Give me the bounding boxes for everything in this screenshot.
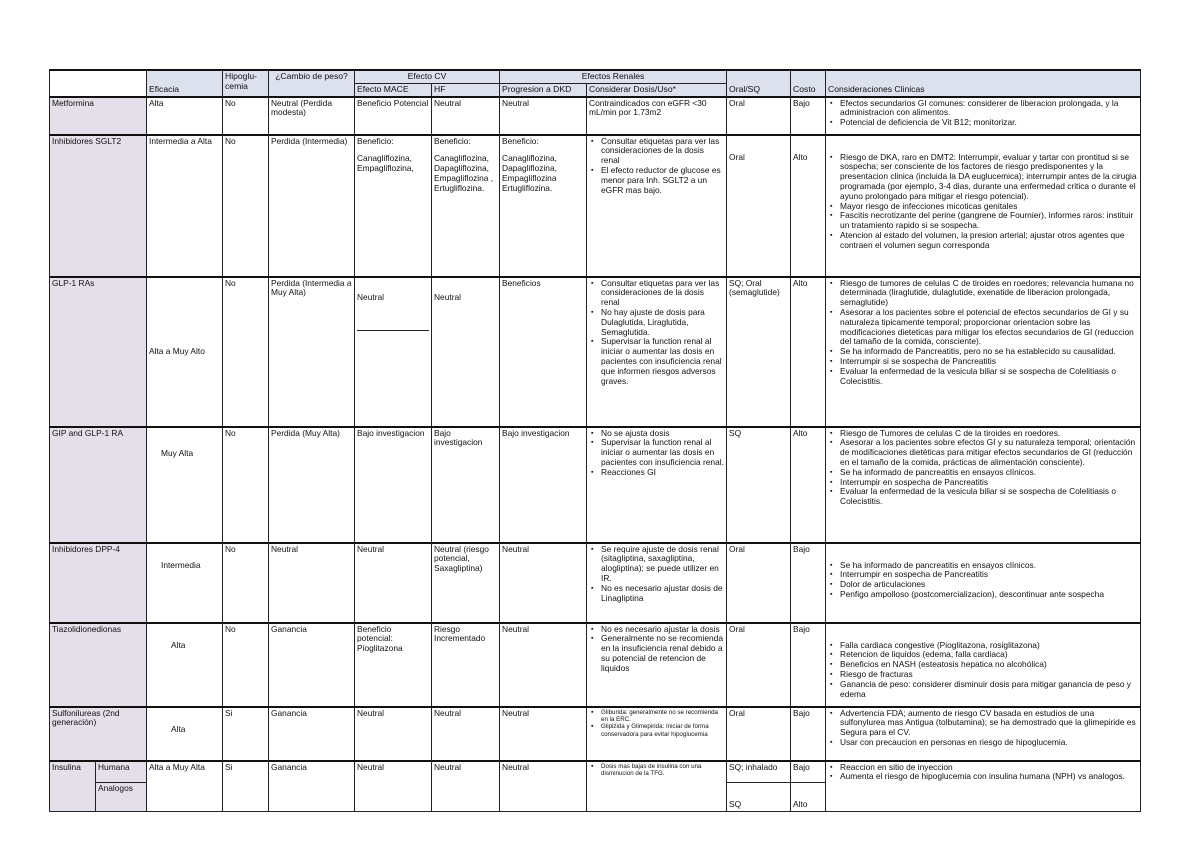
list-item: ▪ Retencion de liquidos (edema, falla cardiaca)	[840, 650, 1138, 660]
costo-cell: Alto	[791, 135, 826, 277]
hf-cell: Neutral	[432, 761, 500, 812]
table-row-dpp4	[50, 543, 1141, 623]
dkd-cell: Neutral	[500, 623, 587, 707]
peso-cell: Ganancia	[269, 761, 355, 812]
hipo-cell: Si	[223, 707, 269, 761]
dosis-cell	[587, 135, 727, 277]
hf-cell	[432, 135, 500, 277]
peso-cell: Neutral (Perdida modesta)	[269, 97, 355, 135]
list-item: ▪ Se ha informado de Pancreatitis, pero no se ha establecido su causalidad.	[840, 347, 1138, 357]
dkd-cell: Neutral	[500, 543, 587, 623]
costo-cell: Alto	[791, 277, 826, 427]
mace-cell	[355, 135, 432, 277]
mace-cell: Beneficio potencial: Pioglitazona	[355, 623, 432, 707]
list-item: ▪ Consultar etiquetas para ver las consideraciones de la dosis renal	[601, 137, 724, 166]
hf-cell: Neutral (riesgo potencial, Saxagliptina)	[432, 543, 500, 623]
list-item: ▪ Potencial de deficiencia de Vit B12; monitorizar.	[840, 118, 1138, 128]
hipo-cell: No	[223, 623, 269, 707]
costo-cell: Bajo	[791, 543, 826, 623]
dkd-cell	[500, 135, 587, 277]
list-item: ▪ No hay ajuste de dosis para Dulaglutida, Liraglutida, Semaglutida.	[601, 308, 724, 337]
list-item: ▪ Interrumpir en sospecha de Pancreatitis	[840, 570, 1138, 580]
eficacia-cell: Alta a Muy Alta	[147, 761, 223, 812]
header-hipoglucemia: Hipoglu-cemia	[223, 70, 269, 97]
list-item: ▪ Supervisar la function renal al iniciar o aumentar las dosis en pacientes con insuficiencia renal que informen riesgos adversos graves.	[601, 337, 724, 386]
dosis-cell	[587, 277, 727, 427]
peso-cell: Ganancia	[269, 707, 355, 761]
header-consideraciones: Consideraciones Clinicas	[826, 70, 1141, 97]
clinicas-cell	[826, 97, 1141, 135]
header-costo: Costo	[791, 70, 826, 97]
list-item: ▪ Asesorar a los pacientes sobre el potencial de efectos secundarios de GI y su naturaleza tipicamente temporal; proporcionar orientacion sobre las modificaciones dieteticas para mitigar los efectos secundarios de GI (reduccion del tamaño de la comida, consciente).	[840, 308, 1138, 347]
list-item: ▪ Reaccion en sitio de inyeccion	[840, 763, 1138, 773]
oral-cell-humana: SQ; inhalado	[727, 761, 791, 783]
drug-name: GIP and GLP-1 RA	[50, 427, 147, 543]
drug-name: Sulfonilureas (2nd generaciòn)	[50, 707, 147, 761]
mace-drugs: Canagliflozina, Empagliflozina,	[357, 153, 414, 174]
list-item: ▪ Aumenta el riesgo de hipoglucemia con insulina humana (NPH) vs analogos.	[840, 772, 1138, 782]
list-item: ▪ Beneficios en NASH (esteatosis hepatica no alcohólica)	[840, 660, 1138, 670]
oral-cell: SQ; Oral (semaglutide)	[727, 277, 791, 427]
costo-cell-analogos: Alto	[791, 782, 826, 811]
list-item: ▪ El efecto reductor de glucose es menor para Inh. SGLT2 a un eGFR mas bajo.	[601, 166, 724, 195]
clinicas-cell	[826, 707, 1141, 761]
list-item: ▪ Interrumpir si se sospecha de Pancreatitis	[840, 357, 1138, 367]
clinicas-cell	[826, 427, 1141, 543]
drug-name: Inhibidores DPP-4	[50, 543, 147, 623]
list-item: ▪ Advertencia FDA; aumento de riesgo CV basada en estudios de una sulfonylurea mas Antigua (tolbutamina); se ha demostrado que la glimepiride es Segura para el CV.	[840, 709, 1138, 738]
table-row-gip-glp1	[50, 427, 1141, 543]
list-item: ▪ Riesgo de Tumores de celulas C de la tiroides en roedores.	[840, 429, 1138, 439]
header-dkd: Progresion a DKD	[500, 83, 587, 96]
eficacia-cell: Alta a Muy Alto	[147, 277, 223, 427]
hipo-cell: No	[223, 427, 269, 543]
table-row-tzd	[50, 623, 1141, 707]
hipo-cell: No	[223, 277, 269, 427]
dkd-cell: Neutral	[500, 707, 587, 761]
hf-cell: Neutral	[432, 707, 500, 761]
list-item: ▪ Generalmente no se recomienda en la insuficiencia renal debido a su potencial de retencion de liquidos	[601, 634, 724, 673]
list-item: ▪ Penfigo ampolloso (postcomercializacion), descontinuar ante sospecha	[840, 590, 1138, 600]
list-item: ▪ Reacciones GI	[601, 468, 724, 478]
list-item: ▪ Dolor de articulaciones	[840, 580, 1138, 590]
peso-cell: Neutral	[269, 543, 355, 623]
dosis-cell	[587, 427, 727, 543]
list-item: ▪ Riesgo de DKA, raro en DMT2: Interrumpir, evaluar y tartar con prontitud si se sospecha; ser consciente de los factores de riesgo predisponentes y la presentacion clinica (incluida la DA euglucemica); interrumpir antes de la cirugia programada (por ejemplo, 3-4 dias, durante una enfermedad critica o durante el ayuno prolongado para mitigar el riesgo potencial).	[840, 153, 1138, 202]
list-item: ▪ Evaluar la enfermedad de la vesicula biliar si se sospecha de Colelitiasis o Colecistitis.	[840, 367, 1138, 387]
list-item: ▪ Supervisar la function renal al iniciar o aumentar las dosis en pacientes con insuficiencia renal.	[601, 438, 724, 467]
eficacia-cell: Alta	[147, 623, 223, 707]
clinicas-cell	[826, 761, 1141, 812]
list-item: ▪ No se ajusta dosis	[601, 429, 724, 439]
mace-cell: Neutral	[355, 277, 432, 427]
oral-cell: Oral	[727, 97, 791, 135]
costo-cell: Bajo	[791, 623, 826, 707]
mace-cell: Beneficio Potencial	[355, 97, 432, 135]
list-item: ▪ Asesorar a los pacientes sobre efectos GI y su naturaleza temporal; orientación de modificaciones dietéticas para mitigar efectos secundarios de GI (reducción en el tamaño de la comida, prácticas de alimentación consciente).	[840, 438, 1138, 467]
mace-cell: Neutral	[355, 761, 432, 812]
list-item: ▪ Riesgo de tumores de celulas C de tiroides en roedores; relevancia humana no determinada (liraglutide, dulaglutide, exenatide de liberacion prolongada, semaglutide)	[840, 279, 1138, 308]
oral-cell: SQ	[727, 427, 791, 543]
list-item: ▪ Se ha informado de pancreatitis en ensayos clínicos.	[840, 561, 1138, 571]
table-row-insulina	[50, 761, 1141, 783]
dkd-cell: Neutral	[500, 97, 587, 135]
drug-name: Inhibidores SGLT2	[50, 135, 147, 277]
dosis-cell	[587, 761, 727, 812]
comparison-table	[49, 69, 1140, 812]
dkd-cell: Neutral	[500, 761, 587, 812]
header-efectos-renales: Efectos Renales	[500, 70, 727, 83]
oral-cell: Oral	[727, 543, 791, 623]
header-hf: HF	[432, 83, 500, 96]
dkd-label: Beneficio:	[502, 135, 539, 146]
dosis-cell	[587, 543, 727, 623]
header-peso: ¿Cambio de peso?	[269, 70, 355, 97]
mace-cell: Neutral	[355, 543, 432, 623]
table-row-sglt2	[50, 135, 1141, 277]
list-item: ▪ Ganancia de peso: considerer disminuir dosis para mitigar ganancia de peso y edema	[840, 680, 1138, 700]
list-item: ▪ Consultar etiquetas para ver las consideraciones de la dosis renal	[601, 279, 724, 308]
eficacia-cell: Alta	[147, 707, 223, 761]
header-row-1	[50, 70, 1141, 83]
hipo-cell: No	[223, 135, 269, 277]
header-efecto-cv: Efecto CV	[355, 70, 500, 83]
list-item: ▪ Gliburida: generalmente no se recomienda en la ERC.	[601, 709, 724, 724]
clinicas-cell	[826, 623, 1141, 707]
list-item: ▪ Se require ajuste de dosis renal (sitagliptina, saxagliptina, alogliptina); se puede utilizer en IR.	[601, 545, 724, 584]
eficacia-cell: Intermedia	[147, 543, 223, 623]
table-row-sulfonilureas	[50, 707, 1141, 761]
dkd-cell: Beneficios	[500, 277, 587, 427]
list-item: ▪ Dosis mas bajas de insulina con una disminucion de la TFG.	[601, 763, 724, 778]
hipo-cell: No	[223, 97, 269, 135]
table-row-metformina	[50, 97, 1141, 135]
list-item: ▪ No es necesario ajustar la dosis	[601, 625, 724, 635]
hf-label: Beneficio:	[434, 135, 471, 146]
costo-cell: Bajo	[791, 97, 826, 135]
oral-cell: Oral	[727, 707, 791, 761]
drug-name: Insulina	[50, 761, 96, 812]
header-dosis: Considerar Dosis/Uso*	[587, 83, 727, 96]
drug-name: Metformina	[50, 97, 147, 135]
drug-name: Tiazolidionedionas	[50, 623, 147, 707]
header-mace: Efecto MACE	[355, 83, 432, 96]
hf-cell: Riesgo Incrementado	[432, 623, 500, 707]
list-item: ▪ Riesgo de fracturas	[840, 670, 1138, 680]
drug-subtype-humana: Humana	[96, 761, 147, 783]
drug-name: GLP-1 RAs	[50, 277, 147, 427]
drug-subtype-analogos: Analogos	[96, 782, 147, 811]
eficacia-cell: Muy Alta	[147, 427, 223, 543]
costo-cell: Bajo	[791, 707, 826, 761]
oral-cell: Oral	[727, 135, 791, 277]
dosis-cell: Contraindicados con eGFR <30 mL/min por 1.73m2	[587, 97, 727, 135]
clinicas-cell	[826, 543, 1141, 623]
dosis-cell	[587, 623, 727, 707]
dkd-drugs: Canagliflozina, Dapagliflozina, Empagliflozina Ertugliflozina.	[502, 153, 557, 193]
hf-cell: Neutral	[432, 97, 500, 135]
hipo-cell: No	[223, 543, 269, 623]
peso-cell: Perdida (Intermedia)	[269, 135, 355, 277]
hipo-cell: Si	[223, 761, 269, 812]
dkd-cell: Bajo investigacion	[500, 427, 587, 543]
list-item: ▪ Atencion al estado del volumen, la presion arterial; ajustar otros agentes que contraen el volumen segun corresponda	[840, 231, 1138, 251]
list-item: ▪ Se ha informado de pancreatitis en ensayos clínicos.	[840, 468, 1138, 478]
list-item: ▪ Efectos secundarios GI comunes: considerer de liberacion prolongada, y la administracion con alimentos.	[840, 99, 1138, 119]
peso-cell: Perdida (Muy Alta)	[269, 427, 355, 543]
eficacia-cell: Alta	[147, 97, 223, 135]
list-item: ▪ Evaluar la enfermedad de la vesicula biliar si se sospecha de Colelitiasis o Colecistitis.	[840, 487, 1138, 507]
header-blank	[50, 70, 147, 97]
list-item: ▪ Mayor riesgo de infecciones micoticas genitales	[840, 202, 1138, 212]
header-eficacia: Eficacia	[147, 70, 223, 97]
clinicas-cell	[826, 277, 1141, 427]
costo-cell: Alto	[791, 427, 826, 543]
header-oral-sq: Oral/SQ	[727, 70, 791, 97]
oral-cell-analogos: SQ	[727, 782, 791, 811]
hf-cell: Bajo investigacion	[432, 427, 500, 543]
list-item: ▪ No es necesario ajustar dosis de Linagliptina	[601, 584, 724, 604]
oral-cell: Oral	[727, 623, 791, 707]
table-row-glp1	[50, 277, 1141, 427]
hf-drugs: Canagliflozina, Dapagliflozina, Empagliflozina , Ertugliflozina.	[434, 153, 494, 193]
list-item: ▪ Fascitis necrotizante del perine (gangrene de Fournier), informes raros: instituir un tratamiento rapido si se sospecha.	[840, 211, 1138, 231]
list-item: ▪ Interrumpir en sospecha de Pancreatitis	[840, 478, 1138, 488]
mace-cell: Bajo investigacion	[355, 427, 432, 543]
costo-cell-humana: Bajo	[791, 761, 826, 783]
list-item: ▪ Falla cardiaca congestive (Pioglitazona, rosiglitazona)	[840, 641, 1138, 651]
mace-label: Beneficio:	[357, 135, 394, 146]
list-item: ▪ Glipizida y Glimepirida: Iniciar de forma conservadora para evitar hipoglucemia	[601, 723, 724, 738]
clinicas-cell	[826, 135, 1141, 277]
dosis-cell	[587, 707, 727, 761]
hf-cell: Neutral	[432, 277, 500, 427]
eficacia-cell: Intermedia a Alta	[147, 135, 223, 277]
mace-cell: Neutral	[355, 707, 432, 761]
peso-cell: Ganancia	[269, 623, 355, 707]
list-item: ▪ Usar con precaucion en personas en riesgo de hipoglucemia.	[840, 738, 1138, 748]
peso-cell: Perdida (Intermedia a Muy Alta)	[269, 277, 355, 427]
